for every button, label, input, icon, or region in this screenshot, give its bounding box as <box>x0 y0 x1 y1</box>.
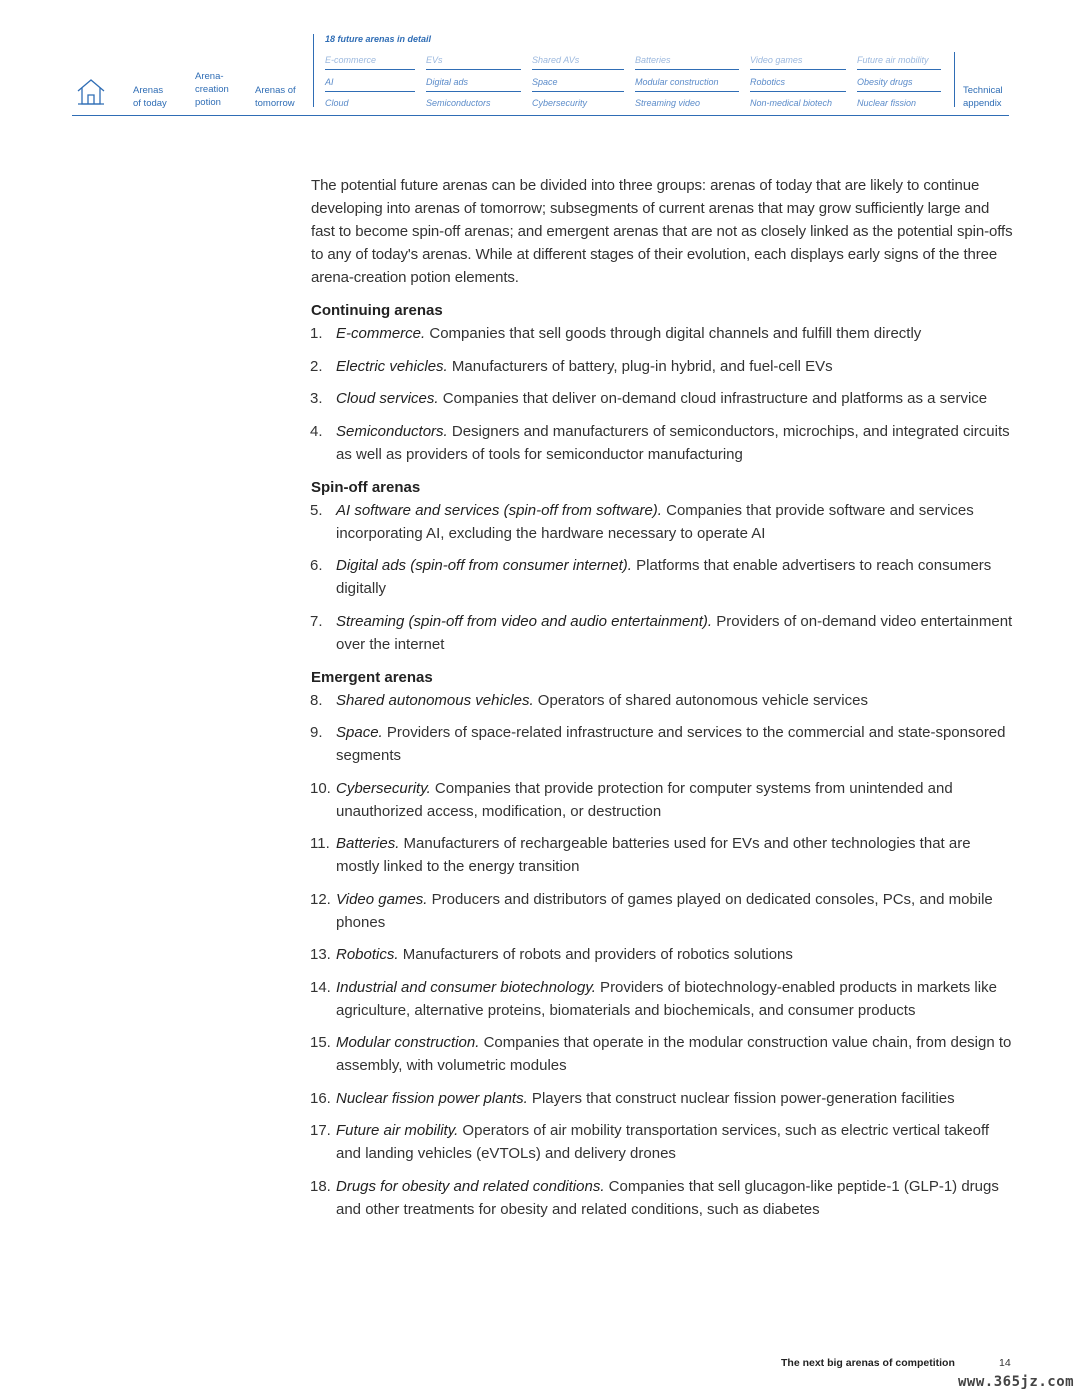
list-item <box>311 888 1016 934</box>
list-item <box>311 777 1016 823</box>
list-item-description: Providers of on-demand video entertainment over the internet <box>336 612 1013 653</box>
nav-grid-link[interactable]: Robotics <box>750 76 846 92</box>
list-item-term: Cybersecurity. <box>336 779 431 797</box>
nav-link-arenas-of-today[interactable]: Arenas of today <box>133 85 167 109</box>
list-item <box>311 832 1016 878</box>
list-item-term: E-commerce. <box>336 325 426 342</box>
list-item-description: Manufacturers of rechargeable batteries used for EVs and other technologies that are mostly linked to the energy transition <box>336 835 971 875</box>
list-item-number: 7. <box>310 612 323 630</box>
nav-grid-link[interactable]: Space <box>532 76 624 92</box>
list-item <box>311 976 1016 1022</box>
list-item-description: Platforms that enable advertisers to reach consumers digitally <box>336 557 992 597</box>
list-item <box>311 1175 1016 1221</box>
list-item-description: Manufacturers of battery, plug-in hybrid, and fuel-cell EVs <box>447 357 833 375</box>
list-item-term: AI software and services (spin-off from software). <box>336 501 662 519</box>
list-item <box>311 721 1016 767</box>
nav-grid-link[interactable]: Semiconductors <box>426 98 491 108</box>
list-item-number: 8. <box>310 691 323 709</box>
list-item-description: Companies that operate in the modular construction value chain, from design to assembly, with volumetric modules <box>336 1034 1012 1074</box>
list-item-term: Drugs for obesity and related conditions. <box>336 1177 605 1195</box>
top-navigation <box>0 0 1080 120</box>
list-item-description: Companies that sell goods through digital channels and fulfill them directly <box>425 325 922 342</box>
section-heading: Spin-off arenas <box>311 478 421 496</box>
list-item-description: Manufacturers of robots and providers of robotics solutions <box>398 946 793 963</box>
nav-grid-link[interactable]: Obesity drugs <box>857 76 941 92</box>
nav-grid-link[interactable]: Nuclear fission <box>857 98 917 108</box>
list-item <box>311 1087 1016 1110</box>
list-item <box>311 1119 1016 1165</box>
arena-sections <box>311 299 1016 1221</box>
list-item-description: Operators of shared autonomous vehicle services <box>533 691 868 709</box>
list-item-term: Digital ads (spin-off from consumer internet). <box>336 557 632 574</box>
list-item <box>311 610 1016 656</box>
list-item-number: 9. <box>310 724 323 741</box>
nav-link-technical-appendix[interactable]: Technical appendix <box>963 85 1003 109</box>
section-heading: Emergent arenas <box>311 668 433 686</box>
list-item-term: Future air mobility. <box>336 1122 459 1139</box>
list-item-term: Robotics. <box>336 946 399 963</box>
footer-report-title: The next big arenas of competition <box>781 1357 955 1369</box>
list-item-term: Space. <box>336 724 383 741</box>
intro-paragraph: The potential future arenas can be divided into three groups: arenas of today that are likely to continue developing into arenas of tomorrow; subsegments of current arenas that may grow sufficiently large and fast to become spin-off arenas; and emergent arenas that are not as closely linked as the potential spin-offs to any of today's arenas. While at different stages of their evolution, each displays early signs of the three arena-creation potion elements. <box>311 177 1013 286</box>
list-item-number: 15. <box>310 1034 331 1051</box>
list-item-number: 3. <box>310 390 323 407</box>
main-content <box>311 174 1016 1230</box>
list-item-number: 18. <box>310 1177 331 1195</box>
list-item-description: Companies that deliver on-demand cloud infrastructure and platforms as a service <box>438 390 988 407</box>
list-item-number: 2. <box>310 357 323 375</box>
list-item-number: 1. <box>310 325 323 342</box>
list-item-term: Cloud services. <box>336 390 439 407</box>
list-item-term: Electric vehicles. <box>336 357 448 375</box>
list-item-term: Video games. <box>336 890 428 908</box>
nav-bottom-rule <box>72 115 1009 116</box>
list-item <box>311 943 1016 966</box>
list-item <box>311 499 1016 545</box>
list-item-description: Operators of air mobility transportation services, such as electric vertical takeoff and landing vehicles (eVTOLs) and delivery drones <box>336 1122 990 1162</box>
list-item <box>311 355 1016 378</box>
nav-grid-link[interactable]: Cybersecurity <box>532 98 588 108</box>
list-item-number: 6. <box>310 557 323 574</box>
list-item-number: 11. <box>310 835 330 852</box>
list-item-number: 17. <box>310 1122 331 1139</box>
list-item-term: Nuclear fission power plants. <box>336 1089 528 1107</box>
page-number: 14 <box>999 1357 1011 1369</box>
list-item <box>311 554 1016 600</box>
list-item-number: 13. <box>310 946 331 963</box>
list-item <box>311 420 1016 466</box>
detail-section-title: 18 future arenas in detail <box>325 34 432 44</box>
list-item-description: Companies that sell glucagon-like peptide-1 (GLP-1) drugs and other treatments for obesity and related conditions, such as diabetes <box>336 1177 999 1218</box>
nav-grid-link[interactable]: Future air mobility <box>857 54 941 70</box>
nav-grid-link[interactable]: Video games <box>750 54 846 70</box>
nav-grid-link[interactable]: Digital ads <box>426 76 521 92</box>
nav-divider <box>954 52 955 107</box>
nav-grid-link[interactable]: Batteries <box>635 54 739 70</box>
list-item-term: Semiconductors. <box>336 422 448 440</box>
nav-link-arenas-of-tomorrow[interactable]: Arenas of tomorrow <box>255 85 296 109</box>
nav-grid-link[interactable]: Streaming video <box>635 98 701 108</box>
nav-link-arena-creation-potion[interactable]: Arena- creation potion <box>195 71 229 108</box>
nav-grid-link[interactable]: AI <box>325 76 415 92</box>
watermark: www.365jz.com <box>958 1374 1075 1390</box>
list-item <box>311 689 1016 712</box>
list-item-description: Providers of space-related infrastructure and services to the commercial and state-sponsored segments <box>336 724 1006 764</box>
list-item-description: Providers of biotechnology-enabled products in markets like agriculture, alternative proteins, biomaterials and biochemicals, and consumer products <box>336 978 997 1019</box>
list-item-description: Players that construct nuclear fission power-generation facilities <box>527 1089 955 1107</box>
list-item-number: 10. <box>310 779 331 797</box>
list-item-description: Designers and manufacturers of semiconductors, microchips, and integrated circuits as well as providers of tools for semiconductor manufacturing <box>336 422 1010 463</box>
list-item-term: Shared autonomous vehicles. <box>336 691 534 709</box>
nav-grid-link[interactable]: Shared AVs <box>532 54 624 70</box>
list-item-term: Modular construction. <box>336 1034 480 1051</box>
list-item-term: Batteries. <box>336 835 400 852</box>
list-item-term: Industrial and consumer biotechnology. <box>336 978 596 996</box>
list-item-number: 14. <box>310 978 331 996</box>
nav-grid-link[interactable]: EVs <box>426 54 521 70</box>
list-item-number: 16. <box>310 1089 331 1107</box>
list-item <box>311 1031 1016 1077</box>
section-heading: Continuing arenas <box>311 302 443 319</box>
list-item-term: Streaming (spin-off from video and audio entertainment). <box>336 612 713 630</box>
list-item-description: Companies that provide protection for computer systems from unintended and unauthorized access, modification, or destruction <box>336 779 953 820</box>
list-item-description: Companies that provide software and services incorporating AI, excluding the hardware necessary to operate AI <box>336 501 974 542</box>
nav-grid-link[interactable]: E-commerce <box>325 54 415 70</box>
nav-grid-link[interactable]: Cloud <box>325 98 349 108</box>
list-item <box>311 387 1016 410</box>
home-icon[interactable] <box>76 77 106 107</box>
list-item-description: Producers and distributors of games played on dedicated consoles, PCs, and mobile phones <box>336 890 993 931</box>
list-item-number: 5. <box>310 501 323 519</box>
list-item <box>311 322 1016 345</box>
list-item-number: 12. <box>310 890 331 908</box>
nav-grid-link[interactable]: Non-medical biotech <box>750 98 833 108</box>
nav-grid-link[interactable]: Modular construction <box>635 76 739 92</box>
nav-divider <box>313 34 314 107</box>
list-item-number: 4. <box>310 422 323 440</box>
